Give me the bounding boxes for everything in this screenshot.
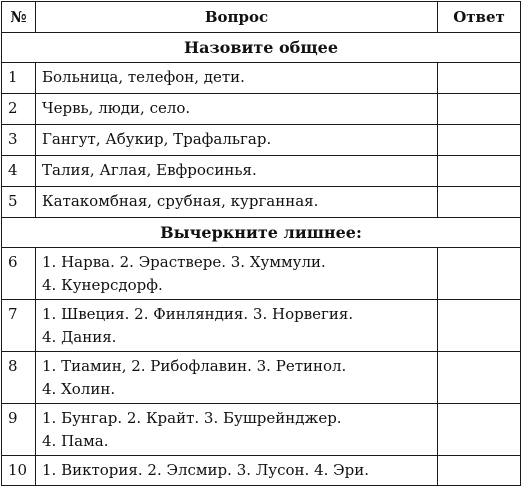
header-question: Вопрос [36,2,438,33]
row-number: 2 [2,94,36,125]
row-question [36,456,438,486]
question-line: 4. Пама. [42,432,109,450]
answer-cell[interactable] [438,248,521,300]
table-row [2,456,521,486]
row-number: 4 [2,156,36,187]
quiz-table [1,1,521,486]
answer-cell[interactable] [438,187,521,218]
row-question [36,63,438,94]
row-number: 3 [2,125,36,156]
question-line: Червь, люди, село. [42,99,191,117]
answer-cell[interactable] [438,94,521,125]
table-row [2,63,521,94]
table-row [2,352,521,404]
table-row [2,156,521,187]
section-title: Вычеркните лишнее: [2,218,521,248]
table-row [2,94,521,125]
row-number: 7 [2,300,36,352]
question-line: 1. Бунгар. 2. Крайт. 3. Бушрейнджер. [42,409,342,427]
row-number: 6 [2,248,36,300]
question-line: Больница, телефон, дети. [42,68,245,86]
section-row [2,33,521,63]
table-row [2,404,521,456]
question-line: 1. Тиамин, 2. Рибофлавин. 3. Ретинол. [42,357,347,375]
table-row [2,248,521,300]
row-question [36,404,438,456]
row-number: 1 [2,63,36,94]
row-question [36,94,438,125]
section-title: Назовите общее [2,33,521,63]
answer-cell[interactable] [438,404,521,456]
question-line: 4. Дания. [42,328,117,346]
header-row [2,2,521,33]
answer-cell[interactable] [438,300,521,352]
row-question [36,156,438,187]
row-number: 5 [2,187,36,218]
table-row [2,187,521,218]
question-line: 4. Холин. [42,380,116,398]
row-question [36,248,438,300]
answer-cell[interactable] [438,125,521,156]
header-answer: Ответ [438,2,521,33]
table-row [2,300,521,352]
answer-cell[interactable] [438,63,521,94]
table-row [2,125,521,156]
question-line: 1. Виктория. 2. Элсмир. 3. Лусон. 4. Эри. [42,461,370,479]
row-question [36,352,438,404]
question-line: 4. Кунерсдорф. [42,276,163,294]
question-line: Талия, Аглая, Евфросинья. [42,161,257,179]
section-row [2,218,521,248]
question-line: Катакомбная, срубная, курганная. [42,192,319,210]
row-number: 10 [2,456,36,486]
question-line: Гангут, Абукир, Трафальгар. [42,130,272,148]
answer-cell[interactable] [438,156,521,187]
question-line: 1. Швеция. 2. Финляндия. 3. Норвегия. [42,305,354,323]
answer-cell[interactable] [438,456,521,486]
row-question [36,300,438,352]
header-num: № [2,2,36,33]
row-question [36,125,438,156]
question-line: 1. Нарва. 2. Эраствере. 3. Хуммули. [42,253,326,271]
answer-cell[interactable] [438,352,521,404]
row-number: 8 [2,352,36,404]
row-number: 9 [2,404,36,456]
row-question [36,187,438,218]
